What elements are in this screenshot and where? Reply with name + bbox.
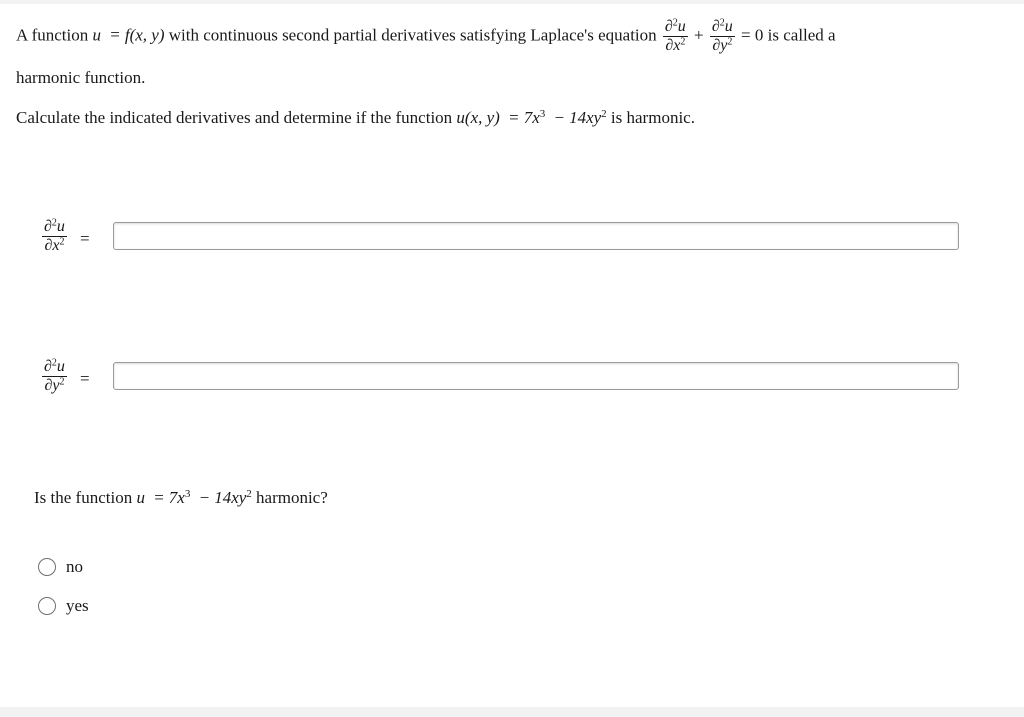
exponent: 2 bbox=[51, 217, 57, 229]
partial-y: ∂y bbox=[44, 377, 60, 394]
question-panel bbox=[0, 4, 1024, 707]
exponent: 2 bbox=[680, 36, 686, 48]
plus-sign: + bbox=[694, 25, 704, 45]
instruction-text-before: Calculate the indicated derivatives and determine if the function bbox=[16, 108, 457, 127]
d2u-dx2-label bbox=[42, 218, 67, 255]
option-yes[interactable] bbox=[38, 594, 89, 618]
question-text-before: Is the function bbox=[34, 488, 137, 507]
instruction-text bbox=[16, 108, 695, 128]
function-f: f(x, y) bbox=[124, 25, 165, 45]
var-u: u bbox=[56, 218, 65, 235]
option-no-label[interactable]: no bbox=[66, 557, 83, 576]
intro-text: A function bbox=[16, 25, 93, 45]
radio-yes[interactable] bbox=[38, 597, 56, 615]
intro-line-2: harmonic function. bbox=[16, 68, 146, 87]
answer-row-d2u-dy2 bbox=[40, 358, 980, 402]
partial-symbol: ∂ bbox=[711, 18, 720, 35]
d2u-dy2-input[interactable] bbox=[113, 362, 959, 390]
partial-x: ∂x bbox=[665, 37, 681, 54]
exponent: 2 bbox=[719, 17, 725, 29]
exponent: 2 bbox=[727, 36, 733, 48]
term-14xy2: 14xy bbox=[214, 488, 247, 507]
d2u-dx2-fraction bbox=[663, 18, 688, 55]
equals-sign: = bbox=[509, 108, 519, 127]
partial-symbol: ∂ bbox=[44, 218, 52, 235]
var-u: u bbox=[136, 488, 145, 507]
radio-no[interactable] bbox=[38, 558, 56, 576]
answer-row-d2u-dx2 bbox=[40, 218, 980, 262]
equals-sign: = bbox=[110, 25, 120, 45]
var-u: u bbox=[724, 18, 733, 35]
option-no[interactable] bbox=[38, 555, 83, 579]
d2u-dy2-label bbox=[42, 358, 67, 395]
question-text-after: harmonic? bbox=[251, 488, 328, 507]
var-u: u bbox=[92, 25, 101, 45]
equals-sign: = bbox=[80, 229, 90, 248]
instruction-text-after: is harmonic. bbox=[606, 108, 695, 127]
minus-sign: − bbox=[199, 488, 210, 507]
exponent: 2 bbox=[59, 376, 65, 388]
harmonic-question bbox=[34, 488, 328, 508]
minus-sign: − bbox=[554, 108, 565, 127]
option-yes-label[interactable]: yes bbox=[66, 596, 89, 615]
exponent: 2 bbox=[246, 487, 252, 500]
term-7x3: 7x bbox=[523, 108, 540, 127]
var-u: u bbox=[677, 18, 686, 35]
term-7x3: 7x bbox=[168, 488, 185, 507]
intro-text-after: = 0 is called a bbox=[741, 25, 836, 45]
d2u-dy2-fraction bbox=[710, 18, 735, 55]
var-u: u bbox=[56, 358, 65, 375]
partial-symbol: ∂ bbox=[44, 358, 52, 375]
partial-y: ∂y bbox=[712, 37, 728, 54]
exponent: 2 bbox=[601, 107, 607, 120]
partial-symbol: ∂ bbox=[664, 18, 673, 35]
laplace-definition bbox=[16, 18, 836, 55]
partial-x: ∂x bbox=[44, 237, 60, 254]
equals-sign: = bbox=[154, 488, 164, 507]
exponent: 2 bbox=[672, 17, 678, 29]
exponent: 2 bbox=[59, 236, 65, 248]
exponent: 3 bbox=[539, 107, 546, 120]
intro-text-mid: with continuous second partial derivatives satisfying Laplace's equation bbox=[164, 25, 661, 45]
term-14xy2: 14xy bbox=[569, 108, 602, 127]
exponent: 3 bbox=[184, 487, 191, 500]
equals-sign: = bbox=[80, 369, 90, 388]
d2u-dx2-input[interactable] bbox=[113, 222, 959, 250]
function-u: u(x, y) bbox=[456, 108, 500, 127]
exponent: 2 bbox=[51, 357, 57, 369]
